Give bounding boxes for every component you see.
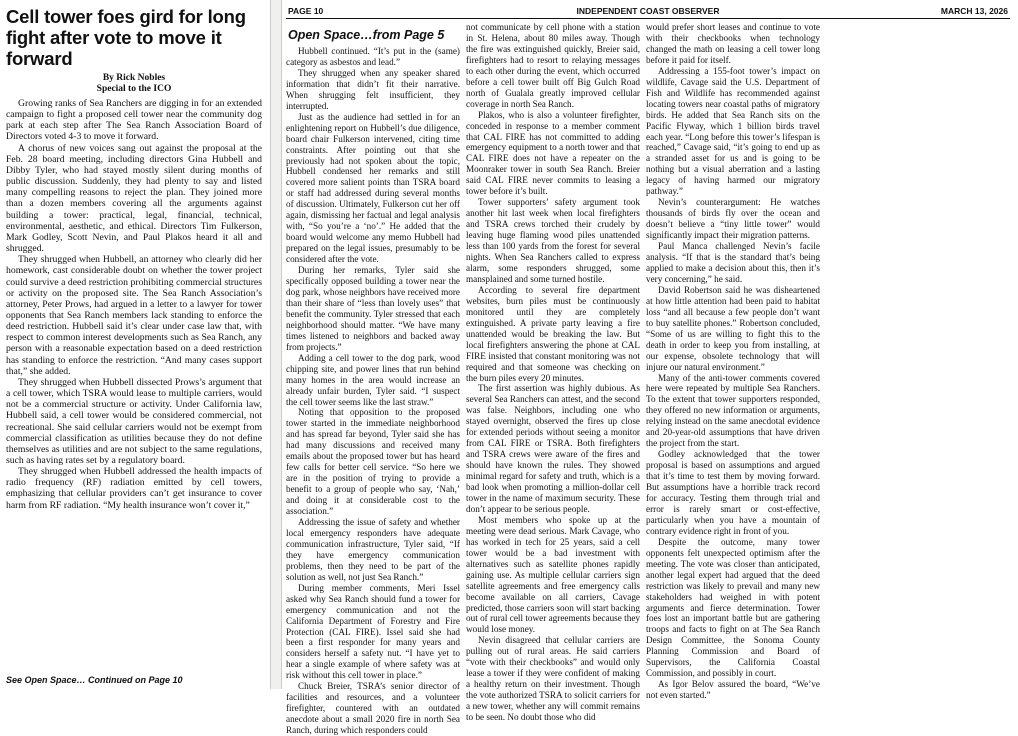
paragraph: According to several fire department websites, burn piles must be continuously monitored until they are completely extinguished. A private party leaving a fire unattended would be breaking the law. But local firefighters answering the phone at CAL FIRE insisted that constant monitoring was not required and that someone was checking on the burn piles every 20 minutes. (466, 284, 640, 383)
paragraph: A chorus of new voices sang out against the proposal at the Feb. 28 board meeting, including directors Gina Hubbell and Dibby Tyler, who had stayed mostly silent during months of public discussion. Suddenly, they had plenty to say and listed many compelling reasons to reject the plan. They joined more than a dozen members covering all the arguments against building a tower: practical, legal, financial, technical, environmental, aesthetic, and ethical. Directors Tim Fulkerson, Mark Godley, Scott Nevin, and Paul Plakos heard it all and shrugged. (6, 142, 262, 255)
paragraph: During her remarks, Tyler said she specifically opposed building a tower near the dog park, whose neighbors have received more than their share of “less than lovely uses” that benefit the community. Tyler stressed that each neighborhood should matter. “We have many times listened to neighbors and backed away from projects.” (286, 265, 460, 352)
paragraph: Paul Manca challenged Nevin’s facile analysis. “If that is the standard that’s being applied to make a decision about this, then it’s very concerning,” he said. (646, 241, 820, 284)
front-page-article (0, 0, 268, 689)
paragraph: They shrugged when Hubbell dissected Prows’s argument that a cell tower, which TSRA would lease to multiple carriers, would not be a commercial structure or activity. Under California law, Hubbell said, a cell tower would be considered commercial, not recreational. She said cellular carriers would not be exempt from commercial classification as utilities because they do not define themselves as utilities and are not subject to the same regulations, such as having rates set by a regulatory board. (6, 376, 262, 466)
paragraph: Godley acknowledged that the tower proposal is based on assumptions and argued that it’s time to test them by moving forward. But assumptions have a horrible track record for accuracy. Testing them through trial and error is rarely smart or cost-effective, particularly when you have a mountain of contrary evidence right in front of you. (646, 449, 820, 536)
paragraph: Adding a cell tower to the dog park, wood chipping site, and power lines that run behind many homes in the area would increase an already unfair burden, Tyler said. “I suspect the cell tower seems like the last straw.” (286, 352, 460, 407)
paragraph: Plakos, who is also a volunteer firefighter, conceded in response to a member comment that CAL FIRE has not committed to adding emergency equipment to a north tower and that CAL FIRE does not have a repeater on the Moonraker tower in south Sea Ranch. Breier said CAL FIRE never commits to leasing a tower before it’s built. (466, 109, 640, 197)
paragraph: They shrugged when Hubbell, an attorney who clearly did her homework, cast considerable doubt on whether the tower project could survive a deed restriction prohibiting commercial structures or activity on the proposed site. The Sea Ranch Association’s attorney, Peter Prows, had argued in a letter to a lawyer for tower opponents that Sea Ranch members lack standing to enforce the deed restriction. Hubbell said it’s clear under case law that, with respect to common interest developments such as Sea Ranch, any person with a reasonable expectation based on a deed restriction has standing to enforce the restriction. “And many cases support that,” she added. (6, 254, 262, 377)
paragraph: As Igor Belov assured the board, “We’ve not even started.” (646, 679, 820, 701)
paragraph: Despite the outcome, many tower opponents felt unexpected optimism after the meeting. The vote was closer than anticipated, another legal expert had argued that the deed restriction was likely to prevail and many new stakeholders had weighed in with potent arguments and fierce determination. Tower foes lost an important battle but are gathering troops and facts to fight on at The Sea Ranch Design Committee, the Sonoma County Planning Commission and Board of Supervisors, the California Coastal Commission, and possibly in court. (646, 536, 820, 679)
paragraph: Addressing the issue of safety and whether local emergency responders have adequate communication infrastructure, Tyler said, “If they have emergency communication problems, then they need to be part of the solution as well, not just Sea Ranch.” (286, 516, 460, 582)
paragraph: They shrugged when Hubbell addressed the health impacts of radio frequency (RF) radiation emitted by cell towers, emphasizing that cellular providers can’t get insurance to cover harm from RF radiation. “My health insurance won’t cover it,” (6, 466, 262, 511)
article-columns (286, 22, 1010, 736)
article-body (6, 98, 262, 511)
paragraph: Nevin disagreed that cellular carriers are pulling out of rural areas. He said carriers “vote with their checkbooks” and would only lease a tower if they were confident of making a healthy return on their investment. Though the vote authorized TSRA to solicit carriers for a new tower, whether any will commit remains to be seen. No doubt those who did (466, 635, 640, 723)
paragraph: not communicate by cell phone with a station in St. Helena, about 80 miles away. Though the fire was extinguished quickly, Breier said, firefighters had to resort to relaying messages to each other during the event, which occurred before a cell tower built off Big Gulch Road north of Gualala greatly improved cellular coverage in north Sea Ranch. (466, 22, 640, 109)
paragraph: Just as the audience had settled in for an enlightening report on Hubbell’s due diligence, board chair Fulkerson intervened, citing time constraints. After pointing out that she previously had not spoken about the topic, Hubbell condensed her remarks and still covered more salient points than TSRA board or staff had addressed during several months of discussion. Ultimately, Fulkerson cut her off again, dismissing her factual and legal analysis with, “So you’re a ‘no’.” He added that the board would welcome any memo Hubbell had prepared on the legal issues, presumably to be considered after the vote. (286, 111, 460, 265)
paragraph: They shrugged when any speaker shared information that didn’t fit their narrative. When shrugging felt insufficient, they interrupted. (286, 67, 460, 111)
paragraph: Noting that opposition to the proposed tower started in the immediate neighborhood and has spread far beyond, Tyler said she has had many discussions and received many emails about the proposed tower but has heard few calls for better cell service. “So here we are in the position of trying to provide a benefit to a group of people who say, ‘Nah,’ and doing it at considerable cost to the association.” (286, 407, 460, 517)
publication-name: INDEPENDENT COAST OBSERVER (576, 6, 720, 16)
paragraph: Many of the anti-tower comments covered here were repeated by multiple Sea Ranchers. To the extent that tower supporters responded, they offered no new information or arguments, relying instead on the same anecdotal evidence and 20-year-old assumptions that have driven the project from the start. (646, 372, 820, 449)
paragraph: would prefer short leases and continue to vote with their checkbooks when technology changed the math on leasing a cell tower long before it paid for itself. (646, 22, 820, 65)
page-gutter (270, 0, 282, 689)
paragraph: Hubbell continued. “It’s put in the (same) category as asbestos and lead.” (286, 46, 460, 67)
article-headline: Cell tower foes gird for long fight after vote to move it forward (6, 6, 246, 69)
paragraph: During member comments, Meri Issel asked why Sea Ranch should fund a tower for emergency communication and not the California Department of Forestry and Fire Protection (CAL FIRE). Issel said she had been a first responder for many years and considers herself a safety nut. “I have yet to hear a single example of where safety was at risk without this cell tower in place.” (286, 582, 460, 681)
page-ten (282, 0, 1018, 736)
paragraph: David Robertson said he was disheartened at how little attention had been paid to habitat loss “and all because a few people don’t want to buy satellite phones.” Robertson concluded, “Some of us are willing to fight this to the death in order to keep you from installing, at our expense, obsolete technology that will injure our natural environment.” (646, 284, 820, 372)
jump-line: See Open Space… Continued on Page 10 (6, 675, 183, 685)
paragraph: Chuck Breier, TSRA’s senior director of facilities and resources, and a volunteer firefighter, countered with an outdated anecdote about a small 2020 fire in north Sea Ranch, during which responders could (286, 681, 460, 736)
byline-author: By Rick Nobles (102, 73, 166, 83)
paragraph: Tower supporters’ safety argument took another hit last week when local firefighters and TSRA crews torched their crudely by leaving huge flaming wood piles unattended less than 100 yards from the forest for several nights. When Sea Ranchers called to express alarm, some responders shrugged, some mansplained and some turned hostile. (466, 197, 640, 284)
paragraph: Nevin’s counterargument: He watches thousands of birds fly over the ocean and doesn’t believe a “tiny little tower” would significantly impact their migration patterns. (646, 197, 820, 241)
column-3 (646, 22, 820, 701)
page-number: PAGE 10 (288, 6, 324, 16)
paragraph: Addressing a 155-foot tower’s impact on wildlife, Cavage said the U.S. Department of Fish and Wildlife has recommended against locating towers near coastal paths of migratory birds. He added that Sea Ranch sits on the Pacific Flyway, which 1 billion birds travel each year. “Long before this tower’s lifespan is reached,” Cavage said, “it’s going to end up as a stranded asset for us and is going to be nothing but a visual aberration and a lasting legacy of having harmed our migratory pathway.” (646, 65, 820, 197)
paragraph: The first assertion was highly dubious. As several Sea Ranchers can attest, and the second was false. Neighbors, including one who stayed overnight, observed the fires up close for extended periods without seeing a monitor from CAL FIRE or TSRA. Both firefighters and TSRA crews were aware of the fires and should have known the rules. They showed minimal regard for safety and truth, which is a bad look when promoting a million-dollar cell tower in the name of maximum security. These don’t appear to be serious people. (466, 383, 640, 514)
column-2 (466, 22, 640, 723)
continuation-head: Open Space…from Page 5 (288, 28, 445, 42)
column-1 (286, 22, 460, 736)
paragraph: Growing ranks of Sea Ranchers are digging in for an extended campaign to fight a proposed cell tower near the community dog park at each step after The Sea Ranch Association Board of Directors voted 4-3 to move it forward. (6, 98, 262, 143)
paragraph: Most members who spoke up at the meeting were dead serious. Mark Cavage, who has worked in tech for 25 years, said a cell tower would be a bad investment with alternatives such as satellite phones rapidly gaining use. As multiple cellular carriers sign satellite agreements and free emergency calls become available on all carriers, Cavage predicted, those carriers soon will start backing out of rural cell tower agreements because they would lose money. (466, 514, 640, 635)
byline-role: Special to the ICO (96, 84, 172, 94)
issue-date: MARCH 13, 2026 (940, 6, 1008, 16)
page-header (286, 4, 1010, 19)
